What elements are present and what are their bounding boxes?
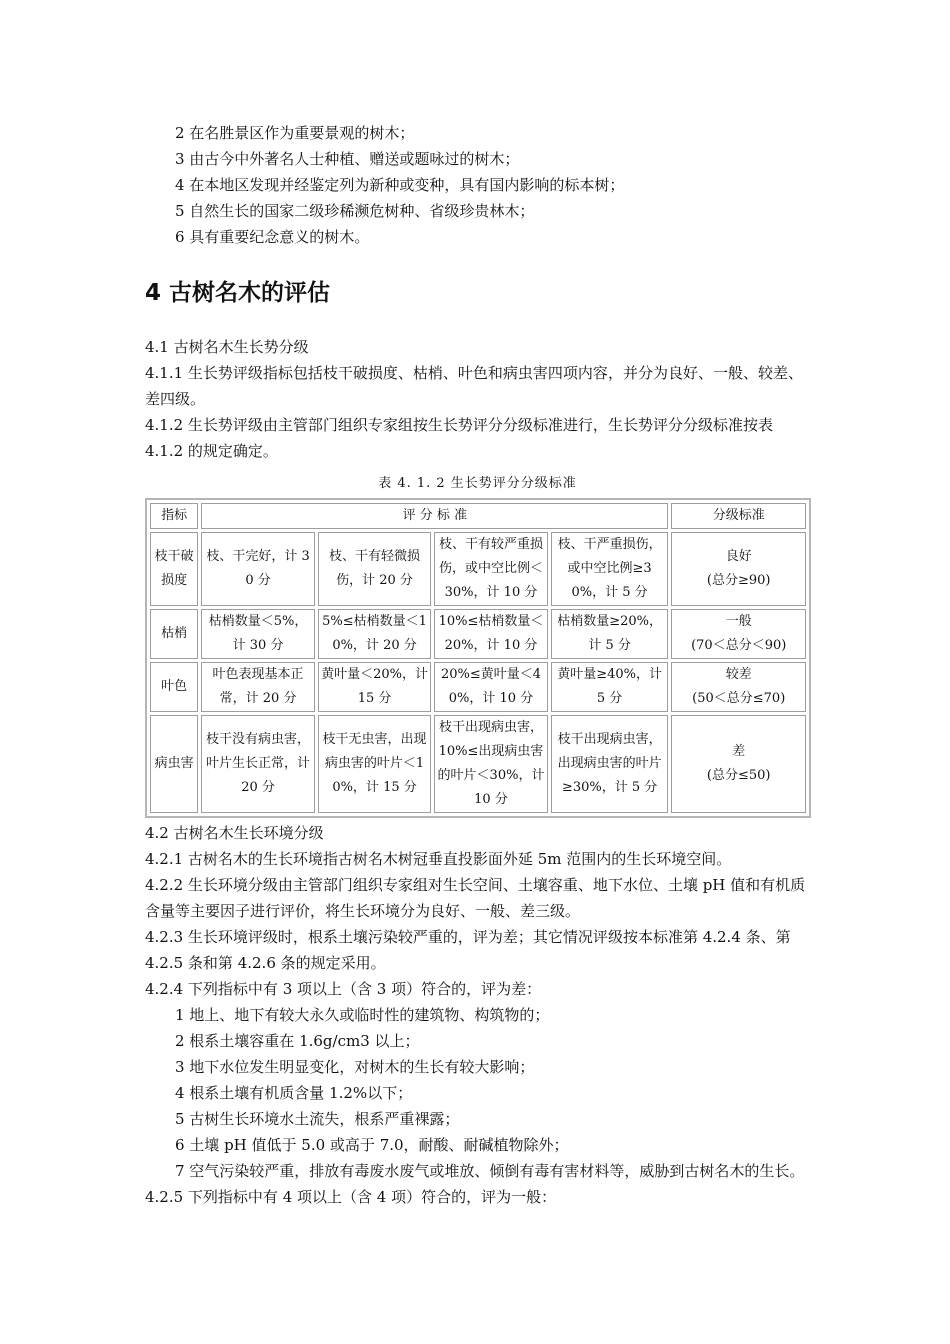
paragraph: 4.1.2 生长势评级由主管部门组织专家组按生长势评分分级标准进行，生长势评分分级标准按表 4.1.2 的规定确定。	[145, 416, 778, 460]
header-cell: 指标	[150, 503, 198, 529]
grade-label: 良好	[725, 549, 752, 564]
grade-range: (总分≤50)	[706, 768, 771, 783]
table-caption: 表 4. 1. 2 生长势评分分级标准	[378, 476, 577, 491]
table-header-row	[150, 503, 806, 529]
grade-cell	[671, 662, 806, 712]
grade-cell	[671, 715, 806, 813]
score-cell: 黄叶量≥40%，计 5 分	[551, 662, 669, 712]
paragraph: 4.1.1 生长势评级指标包括枝干破损度、枯梢、叶色和病虫害四项内容，并分为良好、一般、较差、差四级。	[145, 364, 803, 408]
subsection-title: 4.1 古树名木生长势分级	[145, 338, 309, 356]
score-cell: 枯梢数量＜5%，计 30 分	[201, 609, 314, 659]
grade-range: (70＜总分＜90)	[691, 638, 787, 653]
indicator-cell: 叶色	[150, 662, 198, 712]
grade-range: (50＜总分≤70)	[692, 691, 786, 706]
paragraph: 4.2.2 生长环境分级由主管部门组织专家组对生长空间、土壤容重、地下水位、土壤 pH 值和有机质含量等主要因子进行评价，将生长环境分为良好、一般、差三级。	[145, 876, 806, 920]
paragraph: 4.2.3 生长环境评级时，根系土壤污染较严重的，评为差；其它情况评级按本标准第 4.2.4 条、第 4.2.5 条和第 4.2.6 条的规定采用。	[145, 928, 796, 972]
score-cell: 20%≤黄叶量＜40%，计 10 分	[434, 662, 547, 712]
grade-label: 较差	[725, 667, 752, 682]
score-cell: 枝干出现病虫害，出现病虫害的叶片≥30%，计 5 分	[551, 715, 669, 813]
score-cell: 枯梢数量≥20%，计 5 分	[551, 609, 669, 659]
score-cell: 枝、干严重损伤，或中空比例≥30%，计 5 分	[551, 532, 669, 606]
table-row	[150, 715, 806, 813]
paragraph: 4.2.5 下列指标中有 4 项以上（含 4 项）符合的，评为一般：	[145, 1188, 557, 1206]
list-item: 4 在本地区发现并经鉴定列为新种或变种，具有国内影响的标本树；	[175, 176, 625, 194]
grade-cell	[671, 532, 806, 606]
grade-cell	[671, 609, 806, 659]
list-item: 3 地下水位发生明显变化，对树木的生长有较大影响；	[175, 1058, 535, 1076]
score-cell: 黄叶量＜20%，计 15 分	[318, 662, 431, 712]
indicator-cell: 枝干破损度	[150, 532, 198, 606]
growth-grading-table	[145, 498, 811, 818]
score-cell: 枝、干有轻微损伤，计 20 分	[318, 532, 431, 606]
grade-range: (总分≥90)	[706, 573, 771, 588]
list-item: 3 由古今中外著名人士种植、赠送或题咏过的树木；	[175, 150, 520, 168]
document-page	[145, 120, 810, 1210]
list-item: 2 在名胜景区作为重要景观的树木；	[175, 124, 415, 142]
header-cell: 评 分 标 准	[201, 503, 668, 529]
indicator-cell: 枯梢	[150, 609, 198, 659]
list-item: 7 空气污染较严重，排放有毒废水废气或堆放、倾倒有毒有害材料等，威胁到古树名木的生长。	[175, 1162, 805, 1180]
header-cell: 分级标准	[671, 503, 806, 529]
section-4-2	[145, 820, 810, 1210]
table-row	[150, 609, 806, 659]
score-cell: 枝干出现病虫害，10%≤出现病虫害的叶片＜30%，计 10 分	[434, 715, 547, 813]
subsection-title: 4.2 古树名木生长环境分级	[145, 824, 324, 842]
list-item: 1 地上、地下有较大永久或临时性的建筑物、构筑物的；	[175, 1006, 550, 1024]
score-cell: 叶色表现基本正常，计 20 分	[201, 662, 314, 712]
indicator-cell: 病虫害	[150, 715, 198, 813]
score-cell: 5%≤枯梢数量＜10%，计 20 分	[318, 609, 431, 659]
score-cell: 枝、干完好，计 30 分	[201, 532, 314, 606]
list-item: 5 古树生长环境水土流失，根系严重裸露；	[175, 1110, 460, 1128]
paragraph: 4.2.4 下列指标中有 3 项以上（含 3 项）符合的，评为差：	[145, 980, 542, 998]
list-item: 6 土壤 pH 值低于 5.0 或高于 7.0，耐酸、耐碱植物除外；	[175, 1136, 569, 1154]
list-item: 5 自然生长的国家二级珍稀濒危树种、省级珍贵林木；	[175, 202, 535, 220]
table-row	[150, 662, 806, 712]
score-cell: 10%≤枯梢数量＜20%，计 10 分	[434, 609, 547, 659]
paragraph: 4.2.1 古树名木的生长环境指古树名木树冠垂直投影面外延 5m 范围内的生长环境空间。	[145, 850, 732, 868]
table-row	[150, 532, 806, 606]
score-cell: 枝干没有病虫害，叶片生长正常，计 20 分	[201, 715, 314, 813]
grade-label: 一般	[725, 614, 752, 629]
list-item: 2 根系土壤容重在 1.6g/cm3 以上；	[175, 1032, 420, 1050]
section-heading: 4 古树名木的评估	[145, 280, 331, 306]
score-cell: 枝、干有较严重损伤，或中空比例＜30%，计 10 分	[434, 532, 547, 606]
grade-label: 差	[732, 744, 746, 759]
score-cell: 枝干无虫害，出现病虫害的叶片＜10%，计 15 分	[318, 715, 431, 813]
list-item: 6 具有重要纪念意义的树木。	[175, 228, 370, 246]
list-item: 4 根系土壤有机质含量 1.2%以下；	[175, 1084, 413, 1102]
